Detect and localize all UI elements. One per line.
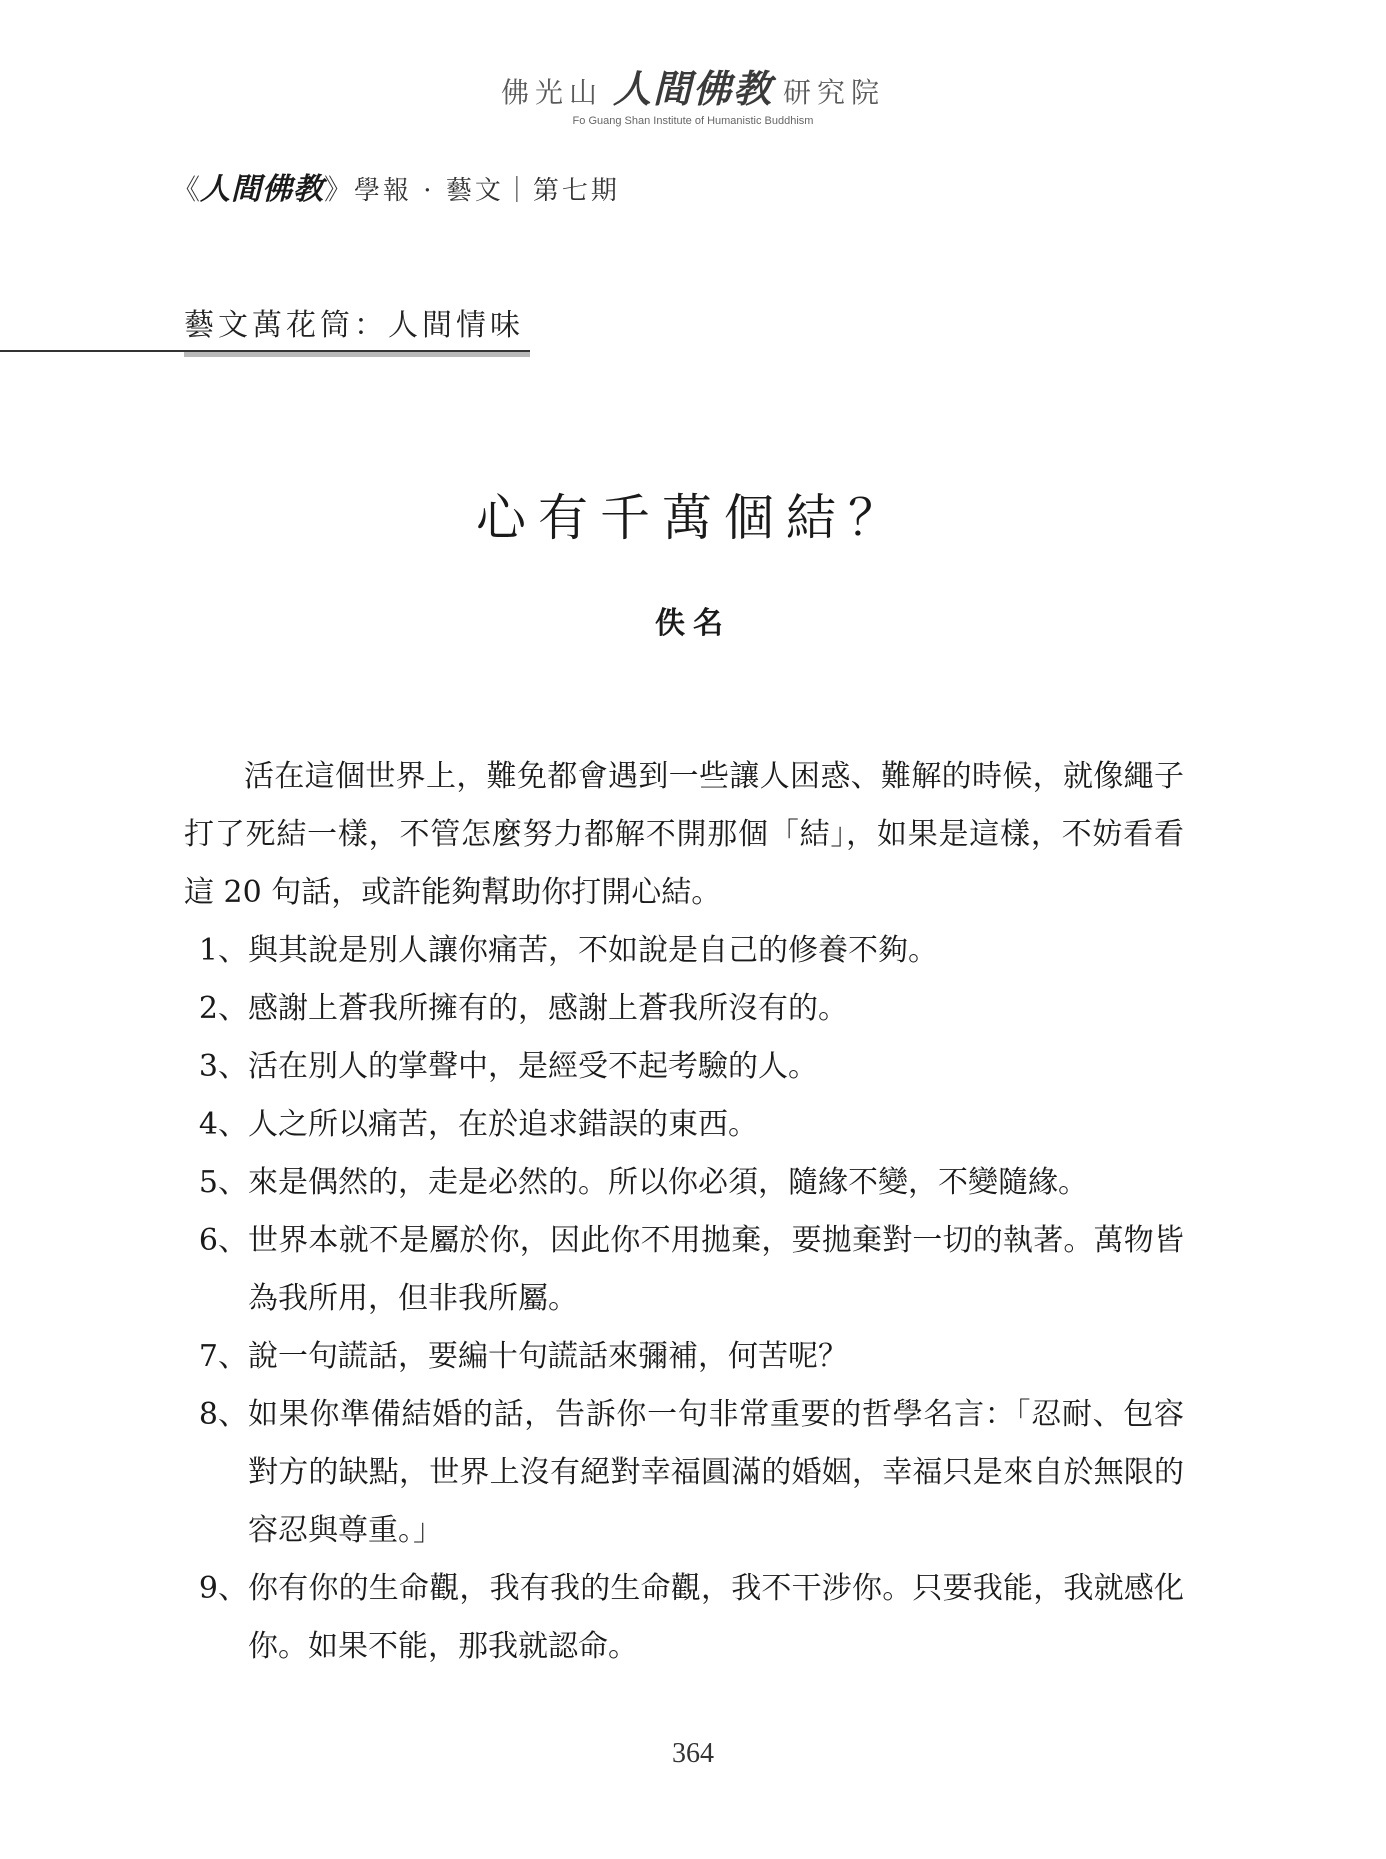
- list-item-number: 8、: [198, 1397, 248, 1432]
- journal-running-head: [172, 164, 620, 208]
- list-item-text: 如果你準備結婚的話，告訴你一句非常重要的哲學名言：「忍耐、包容對方的缺點，世界上沒有絕對幸福圓滿的婚姻，幸福只是來自於無限的容忍與尊重。」: [248, 1397, 1184, 1548]
- intro-paragraph: 活在這個世界上，難免都會遇到一些讓人困惑、難解的時候，就像繩子打了死結一樣，不管怎麼努力都解不開那個「結」，如果是這樣，不妨看看這 20 句話，或許能夠幫助你打開心結。: [184, 759, 1184, 910]
- list-item: [184, 1154, 1184, 1212]
- list-item-number: 7、: [198, 1339, 248, 1374]
- list-item-number: 3、: [198, 1049, 248, 1084]
- list-item-number: 4、: [198, 1107, 248, 1142]
- list-item: [184, 1212, 1184, 1328]
- institute-english-name: Fo Guang Shan Institute of Humanistic Buddhism: [572, 115, 814, 127]
- institute-prefix: 佛光山: [500, 76, 603, 109]
- journal-issue: 學報 · 藝文｜第七期: [354, 176, 620, 206]
- list-item-text: 來是偶然的，走是必然的。所以你必須，隨緣不變，不變隨緣。: [248, 1165, 1088, 1200]
- article-author: 佚名: [655, 606, 731, 641]
- list-item-text: 你有你的生命觀，我有我的生命觀，我不干涉你。只要我能，我就感化你。如果不能，那我就認命。: [248, 1571, 1184, 1664]
- list-item-number: 2、: [198, 991, 248, 1026]
- journal-open-bracket: 《: [172, 173, 201, 206]
- list-item: [184, 1096, 1184, 1154]
- list-item: [184, 980, 1184, 1038]
- sayings-list: [184, 922, 1184, 1676]
- page-header: [0, 58, 1386, 127]
- journal-close-bracket: 》: [324, 173, 353, 206]
- list-item: [184, 1560, 1184, 1676]
- list-item-text: 感謝上蒼我所擁有的，感謝上蒼我所沒有的。: [248, 991, 848, 1026]
- institute-logo: 人間佛教: [612, 66, 773, 111]
- list-item-number: 9、: [198, 1571, 248, 1606]
- list-item-text: 人之所以痛苦，在於追求錯誤的東西。: [248, 1107, 758, 1142]
- list-item-text: 與其說是別人讓你痛苦，不如說是自己的修養不夠。: [248, 933, 938, 968]
- list-item-number: 6、: [198, 1223, 248, 1258]
- list-item-number: 5、: [198, 1165, 248, 1200]
- section-divider-shadow: [184, 352, 530, 357]
- journal-logo: 人間佛教: [200, 172, 325, 207]
- page-number: 364: [672, 1738, 714, 1769]
- list-item: [184, 1328, 1184, 1386]
- list-item: [184, 922, 1184, 980]
- list-item-text: 活在別人的掌聲中，是經受不起考驗的人。: [248, 1049, 818, 1084]
- section-label: 藝文萬花筒：人間情味: [184, 308, 524, 343]
- list-item: [184, 1038, 1184, 1096]
- institute-suffix: 研究院: [783, 76, 886, 109]
- article-title: 心有千萬個結？: [476, 489, 910, 547]
- article-body: [184, 748, 1184, 1676]
- list-item-text: 世界本就不是屬於你，因此你不用拋棄，要拋棄對一切的執著。萬物皆為我所用，但非我所屬。: [248, 1223, 1184, 1316]
- list-item-text: 說一句謊話，要編十句謊話來彌補，何苦呢？: [248, 1339, 848, 1374]
- list-item: [184, 1386, 1184, 1560]
- institute-name: [501, 58, 885, 113]
- list-item-number: 1、: [198, 933, 248, 968]
